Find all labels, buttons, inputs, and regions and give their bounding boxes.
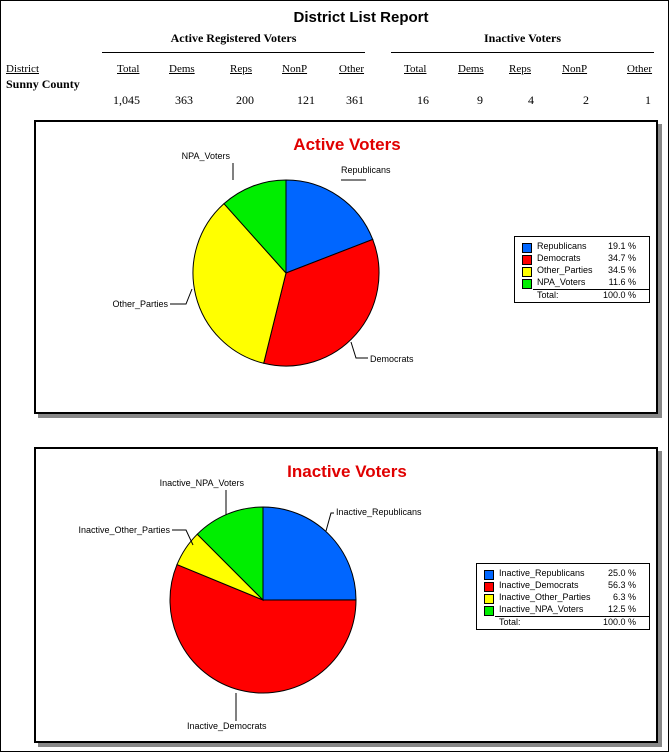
inactive-other-value: 1 xyxy=(645,93,651,107)
legend-item-inactive-republicans xyxy=(477,568,649,580)
legend-total-row xyxy=(495,616,649,629)
slice-label-republicans: Republicans xyxy=(341,165,391,175)
legend-total-row xyxy=(533,289,649,302)
legend-total-label: Total: xyxy=(499,617,521,627)
slice-label-inactive-other-parties: Inactive_Other_Parties xyxy=(78,525,170,535)
active-reps-header: Reps xyxy=(230,63,252,75)
legend-swatch xyxy=(484,606,494,616)
slice-label-other-parties: Other_Parties xyxy=(112,299,168,309)
inactive-reps-header: Reps xyxy=(509,63,531,75)
slice-label-npa-voters: NPA_Voters xyxy=(181,151,230,161)
legend-swatch xyxy=(522,279,532,289)
legend-item-inactive-other-parties xyxy=(477,592,649,604)
legend-label: Other_Parties xyxy=(537,265,593,275)
legend-item-republicans xyxy=(515,241,649,253)
legend-label: Inactive_Democrats xyxy=(499,580,579,590)
district-name: Sunny County xyxy=(6,77,80,91)
legend-label: Republicans xyxy=(537,241,587,251)
legend-percent: 11.6 % xyxy=(608,277,636,287)
legend-total-label: Total: xyxy=(537,290,559,300)
legend-label: Democrats xyxy=(537,253,581,263)
active-nonp-value: 121 xyxy=(297,93,315,107)
inactive-nonp-value: 2 xyxy=(583,93,589,107)
legend-item-npa-voters xyxy=(515,277,649,289)
leader-line-democrats xyxy=(351,342,368,358)
legend-percent: 19.1 % xyxy=(607,241,636,251)
legend-swatch xyxy=(522,267,532,277)
slice-label-inactive-npa-voters: Inactive_NPA_Voters xyxy=(159,478,244,488)
legend-percent: 6.3 % xyxy=(612,592,636,602)
district-column-header: District xyxy=(6,63,39,75)
active-voters-chart-panel xyxy=(34,120,658,414)
slice-label-inactive-democrats: Inactive_Democrats xyxy=(187,721,267,731)
active-total-header: Total xyxy=(117,63,140,75)
inactive-total-header: Total xyxy=(404,63,427,75)
legend-percent: 56.3 % xyxy=(607,580,636,590)
legend-total-percent: 100.0 % xyxy=(602,290,636,300)
active-nonp-header: NonP xyxy=(282,63,308,75)
inactive-voters-chart-panel xyxy=(34,447,658,743)
active-dems-value: 363 xyxy=(175,93,193,107)
legend-total-percent: 100.0 % xyxy=(602,617,636,627)
pie-slice-inactive-republicans xyxy=(263,507,356,600)
inactive-voters-legend xyxy=(476,563,650,630)
inactive-total-value: 16 xyxy=(417,93,429,107)
active-reps-value: 200 xyxy=(236,93,254,107)
legend-item-inactive-npa-voters xyxy=(477,604,649,616)
active-chart-title: Active Voters xyxy=(293,135,401,154)
legend-swatch xyxy=(484,582,494,592)
legend-swatch xyxy=(484,594,494,604)
slice-label-inactive-republicans: Inactive_Republicans xyxy=(336,507,422,517)
inactive-chart-title: Inactive Voters xyxy=(287,462,407,481)
leader-line-other-parties xyxy=(170,289,192,304)
inactive-other-header: Other xyxy=(627,63,653,75)
active-other-header: Other xyxy=(339,63,365,75)
legend-item-inactive-democrats xyxy=(477,580,649,592)
legend-swatch xyxy=(484,570,494,580)
inactive-dems-value: 9 xyxy=(477,93,483,107)
report-title: District List Report xyxy=(293,9,429,26)
active-group-title: Active Registered Voters xyxy=(170,31,297,45)
active-group-rule xyxy=(102,52,365,53)
legend-swatch xyxy=(522,243,532,253)
active-voters-legend xyxy=(514,236,650,303)
inactive-group-rule xyxy=(391,52,654,53)
legend-percent: 12.5 % xyxy=(607,604,636,614)
legend-percent: 34.7 % xyxy=(607,253,636,263)
legend-label: Inactive_Republicans xyxy=(499,568,585,578)
active-other-value: 361 xyxy=(346,93,364,107)
active-dems-header: Dems xyxy=(169,63,195,75)
legend-percent: 25.0 % xyxy=(607,568,636,578)
slice-label-democrats: Democrats xyxy=(370,354,414,364)
legend-label: Inactive_NPA_Voters xyxy=(499,604,584,614)
legend-swatch xyxy=(522,255,532,265)
inactive-dems-header: Dems xyxy=(458,63,484,75)
legend-label: Inactive_Other_Parties xyxy=(499,592,591,602)
legend-percent: 34.5 % xyxy=(607,265,636,275)
legend-item-other-parties xyxy=(515,265,649,277)
leader-line-inactive-republicans xyxy=(326,513,334,531)
legend-item-democrats xyxy=(515,253,649,265)
active-total-value: 1,045 xyxy=(113,93,140,107)
inactive-reps-value: 4 xyxy=(528,93,534,107)
inactive-group-title: Inactive Voters xyxy=(484,31,561,45)
legend-label: NPA_Voters xyxy=(537,277,586,287)
inactive-nonp-header: NonP xyxy=(562,63,588,75)
